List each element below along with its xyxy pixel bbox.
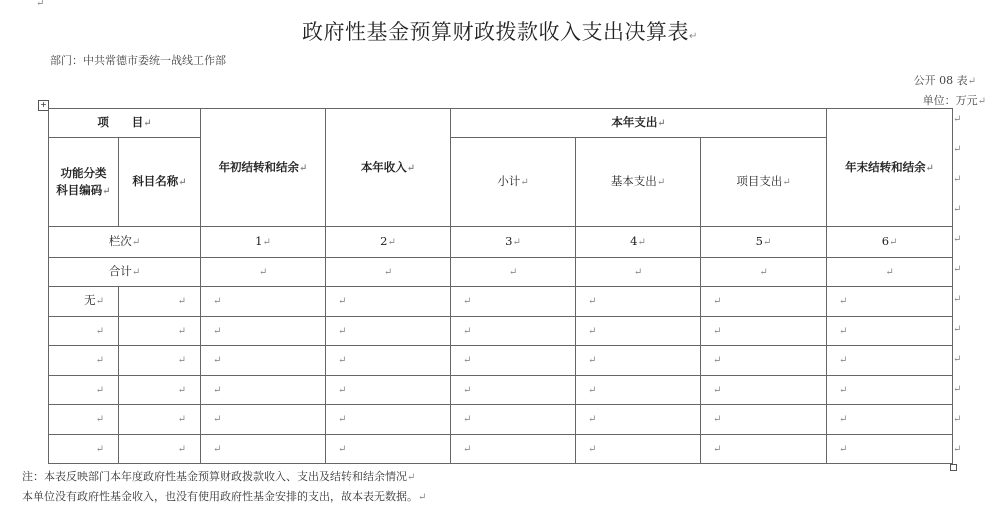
note-line-2: 本单位没有政府性基金收入，也没有使用政府性基金安排的支出，故本表无数据。↵ [22,490,427,503]
table-cell[interactable]: 无↵ [49,287,119,317]
total-cell[interactable]: ↵ [827,258,953,287]
table-cell[interactable]: ↵ [576,405,701,435]
table-cell[interactable]: ↵ [49,405,119,435]
table-body [49,287,953,464]
table-cell[interactable]: ↵ [451,316,576,346]
table-cell[interactable]: ↵ [701,287,827,317]
table-cell[interactable]: ↵ [119,405,201,435]
table-cell[interactable]: ↵ [326,287,451,317]
table-cell[interactable]: ↵ [827,287,953,317]
table-cell[interactable]: ↵ [576,316,701,346]
seq-cell[interactable]: 6↵ [827,227,953,258]
total-cell[interactable]: ↵ [201,258,326,287]
table-cell[interactable]: ↵ [49,375,119,405]
total-cell[interactable]: ↵ [451,258,576,287]
total-cell[interactable]: ↵ [701,258,827,287]
table-cell[interactable]: ↵ [701,405,827,435]
table-cell[interactable]: ↵ [827,375,953,405]
table-cell[interactable]: ↵ [201,434,326,464]
total-cell[interactable]: ↵ [576,258,701,287]
table-row [49,346,953,376]
header-end-balance: 年末结转和结余↵ [827,109,953,227]
table-cell[interactable]: ↵ [119,346,201,376]
header-basic-expense: 基本支出↵ [576,138,701,227]
table-cell[interactable]: ↵ [576,287,701,317]
table-cell[interactable]: ↵ [49,346,119,376]
table-row [49,434,953,464]
table-cell[interactable]: ↵ [451,287,576,317]
table-move-handle[interactable]: + [38,100,49,111]
table-cell[interactable]: ↵ [701,316,827,346]
header-item: 项 目↵ [49,109,201,138]
page-title: 政府性基金预算财政拨款收入支出决算表↵ [302,20,698,44]
seq-cell[interactable]: 3↵ [451,227,576,258]
table-cell[interactable]: ↵ [827,405,953,435]
table-cell[interactable]: ↵ [201,346,326,376]
seq-cell[interactable]: 2↵ [326,227,451,258]
header-current-income: 本年收入↵ [326,109,451,227]
table-cell[interactable]: ↵ [119,316,201,346]
header-project-expense: 项目支出↵ [701,138,827,227]
table-cell[interactable]: ↵ [576,375,701,405]
table-cell[interactable]: ↵ [326,346,451,376]
table-cell[interactable]: ↵ [326,405,451,435]
table-cell[interactable]: ↵ [49,434,119,464]
seq-cell[interactable]: 5↵ [701,227,827,258]
table-cell[interactable]: ↵ [576,434,701,464]
table-cell[interactable]: ↵ [451,405,576,435]
table-cell[interactable]: ↵ [49,316,119,346]
note-line-1: 注：本表反映部门本年度政府性基金预算财政拨款收入、支出及结转和结余情况↵ [22,470,416,483]
table-resize-handle[interactable] [950,464,957,471]
table-cell[interactable]: ↵ [827,316,953,346]
header-subject-name: 科目名称↵ [119,138,201,227]
table-cell[interactable]: ↵ [701,375,827,405]
table-cell[interactable]: ↵ [201,316,326,346]
table-row [49,287,953,317]
table-cell[interactable]: ↵ [119,287,201,317]
seq-row-label: 栏次↵ [49,227,201,258]
table-cell[interactable]: ↵ [827,346,953,376]
table-cell[interactable]: ↵ [326,434,451,464]
table-cell[interactable]: ↵ [201,287,326,317]
total-cell[interactable]: ↵ [326,258,451,287]
table-cell[interactable]: ↵ [119,375,201,405]
table-cell[interactable]: ↵ [701,346,827,376]
table-row [49,405,953,435]
table-cell[interactable]: ↵ [451,375,576,405]
paragraph-mark: ↵ [36,0,45,9]
seq-cell[interactable]: 1↵ [201,227,326,258]
table-cell[interactable]: ↵ [201,405,326,435]
form-number: 公开 08 表↵ [913,74,976,87]
department-label: 部门：中共常德市委统一战线工作部 [50,54,226,67]
budget-table [48,108,953,464]
table-cell[interactable]: ↵ [451,434,576,464]
table-cell[interactable]: ↵ [326,375,451,405]
table-cell[interactable]: ↵ [119,434,201,464]
seq-cell[interactable]: 4↵ [576,227,701,258]
total-row-label: 合计↵ [49,258,201,287]
header-begin-balance: 年初结转和结余↵ [201,109,326,227]
table-cell[interactable]: ↵ [201,375,326,405]
table-cell[interactable]: ↵ [827,434,953,464]
table-cell[interactable]: ↵ [326,316,451,346]
unit-label: 单位：万元↵ [922,94,986,107]
header-func-code: 功能分类科目编码↵ [49,138,119,227]
table-row [49,375,953,405]
table-row [49,316,953,346]
table-cell[interactable]: ↵ [451,346,576,376]
header-current-expense: 本年支出↵ [451,109,827,138]
header-subtotal: 小计↵ [451,138,576,227]
table-cell[interactable]: ↵ [576,346,701,376]
table-cell[interactable]: ↵ [701,434,827,464]
